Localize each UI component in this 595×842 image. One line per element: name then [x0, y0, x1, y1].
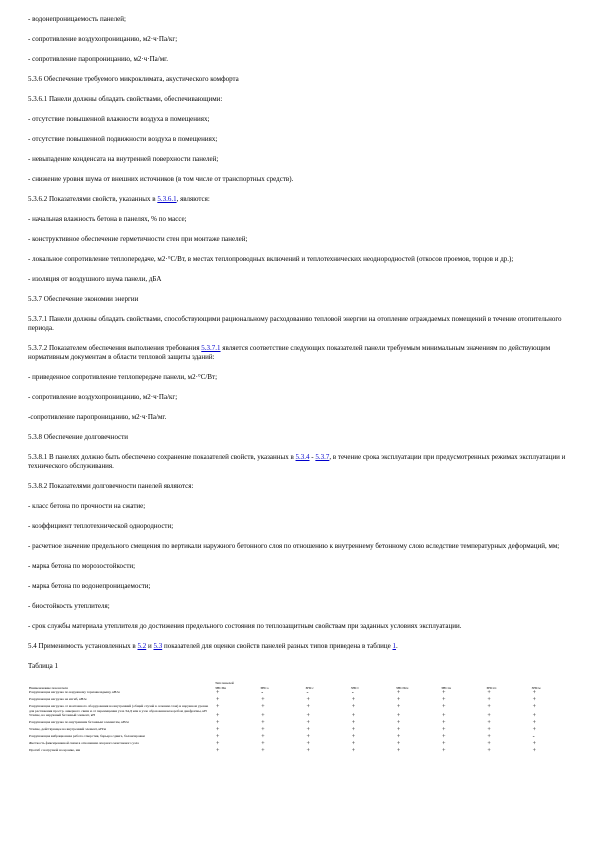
paragraph: - сопротивление паропроницанию, м2·ч·Па/мг.: [28, 55, 168, 63]
paragraph: - снижение уровня шума от внешних источников (в том числе от транспортных средств).: [28, 175, 294, 183]
table-cell-applicability: -: [261, 690, 264, 696]
paragraph: - изоляция от воздушного шума панели, дБА: [28, 275, 162, 283]
table-cell-applicability: +: [306, 704, 310, 710]
paragraph: 5.3.7 Обеспечение экономии энергии: [28, 295, 139, 303]
paragraph: - приведенное сопротивление теплопередаче панели, м2·°С/Вт;: [28, 373, 218, 381]
text-fragment: является соответствие следующих показателей панели требуемым минимальным значениям по действующим нормативным документам в области тепловой защиты зданий:: [28, 344, 551, 361]
table-cell-applicability: +: [351, 748, 356, 754]
table-cell-applicability: +: [351, 741, 356, 747]
column-group-header: Тип панелей: [214, 681, 234, 685]
paragraph: - отсутствие повышенной подвижности воздуха в помещениях;: [28, 135, 218, 143]
table-cell-applicability: +: [261, 704, 265, 710]
table-cell-applicability: +: [215, 690, 220, 696]
table-cell-applicability: +: [396, 720, 401, 726]
table-row: [28, 704, 576, 713]
table-cell-applicability: +: [487, 720, 491, 726]
column-header-panel-type: ЗНСо: [260, 685, 269, 690]
table-cell-applicability: +: [351, 734, 356, 740]
table-cell-applicability: +: [532, 697, 537, 703]
table-cell-applicability: +: [306, 734, 310, 740]
table-caption: Таблица 1: [28, 662, 58, 670]
table-cell-applicability: +: [261, 713, 265, 719]
paragraph: - локальное сопротивление теплопередаче, м2·°С/Вт, в местах теплопроводных включений и теплотехнических неоднородностей (откосов проемов, торцов и др.);: [28, 255, 514, 263]
paragraph: -сопротивление паропроницанию, м2·ч·Па/мг.: [28, 413, 167, 421]
cross-reference-link[interactable]: 5.3.4: [295, 453, 310, 461]
table-cell-applicability: +: [442, 734, 446, 740]
table-cell-applicability: +: [442, 690, 446, 696]
table-cell-applicability: +: [261, 727, 265, 733]
cross-reference-link[interactable]: 5.3.6.1: [157, 195, 177, 203]
table-cell-applicability: +: [442, 741, 446, 747]
paragraph: - невыпадение конденсата на внутренней поверхности панелей;: [28, 155, 219, 163]
paragraph: - коэффициент теплотехнической однородности;: [28, 522, 174, 530]
table-cell-applicability: +: [306, 741, 310, 747]
table-cell-applicability: +: [442, 713, 446, 719]
table-row: [28, 727, 576, 734]
table-cell-applicability: +: [487, 748, 491, 754]
column-header-panel-type: ЗНСПн: [214, 685, 227, 690]
table-row: [28, 741, 576, 748]
column-header-panel-type: ЗНСс: [305, 685, 314, 690]
paragraph: - конструктивное обеспечение герметичности стен при монтаже панелей;: [28, 235, 248, 243]
table-cell-applicability: +: [215, 741, 220, 747]
paragraph: - марка бетона по водонепроницаемости;: [28, 582, 151, 590]
table-cell-applicability: +: [532, 720, 537, 726]
paragraph: 5.3.6.1 Панели должны обладать свойствами, обеспечивающими:: [28, 95, 223, 103]
table-cell-applicability: +: [215, 727, 220, 733]
row-label: Разрушающая вибрационная работа отверстия, барьера сдвига, балансировки: [29, 734, 145, 738]
table-cell-applicability: +: [442, 720, 446, 726]
cross-reference-link[interactable]: 5.3: [153, 642, 163, 650]
row-label: Жесткость фиксированной связи в отношении опорного монтажного узла: [29, 741, 139, 745]
table-row: [28, 748, 576, 755]
table-cell-applicability: -: [351, 690, 354, 696]
paragraph: - водонепроницаемость панелей;: [28, 15, 126, 23]
paragraph: 5.3.7.1 Панели должны обладать свойствами, способствующими рациональному расходованию тепловой энергии на отопление ограждаемых помещений в течение отопительного периода.: [28, 315, 562, 332]
table-cell-applicability: +: [215, 713, 220, 719]
column-header-name: Наименование показателя: [29, 685, 68, 690]
table-cell-applicability: +: [261, 741, 265, 747]
table-cell-applicability: +: [442, 727, 446, 733]
text-fragment: показателей для оценки свойств панелей разных типов приведена в таблице: [162, 642, 393, 650]
table-cell-applicability: +: [351, 727, 356, 733]
table-cell-applicability: +: [306, 748, 310, 754]
paragraph: 5.3.6 Обеспечение требуемого микроклимата, акустического комфорта: [28, 75, 239, 83]
table-cell-applicability: +: [442, 704, 446, 710]
table-cell-applicability: +: [351, 720, 356, 726]
table-cell-applicability: +: [396, 748, 401, 754]
row-label: Разрушающая нагрузка на изгиб, кН/м: [29, 697, 87, 701]
table-cell-applicability: +: [396, 704, 401, 710]
table-cell-applicability: -: [306, 690, 309, 696]
table-cell-applicability: +: [532, 713, 537, 719]
table-cell-applicability: +: [396, 713, 401, 719]
table-cell-applicability: +: [442, 748, 446, 754]
table-cell-applicability: +: [487, 734, 491, 740]
table-cell-applicability: +: [261, 697, 265, 703]
text-fragment: 5.3.7.2 Показателем обеспечения выполнения требования: [28, 344, 202, 352]
paragraph-5-3-7-2: [28, 344, 576, 362]
paragraph-5-4: [28, 642, 576, 651]
cross-reference-link[interactable]: 5.3.7: [315, 453, 330, 461]
paragraph: - начальная влажность бетона в панелях, % по массе;: [28, 215, 187, 223]
column-header-panel-type: ЗНСгп: [486, 685, 497, 690]
text-fragment: , являются:: [176, 195, 210, 203]
document-body: [28, 15, 576, 755]
text-fragment: 5.3.8.1 В панелях должно быть обеспечено сохранение показателей свойств, указанных в: [28, 453, 296, 461]
table-cell-applicability: +: [215, 697, 220, 703]
table-cell-applicability: +: [215, 720, 220, 726]
row-label: Разрушающая нагрузка по наружному термовкладышу, кН/м: [29, 690, 120, 694]
table-row: [28, 734, 576, 741]
row-label: Усилие, на наружный бетонный элемент, кН: [29, 713, 95, 717]
table-cell-applicability: +: [532, 741, 537, 747]
table-cell-applicability: +: [532, 704, 537, 710]
paragraph: - сопротивление воздухопроницанию, м2·ч·Па/кг;: [28, 393, 178, 401]
table-cell-applicability: +: [532, 727, 537, 733]
table-cell-applicability: +: [396, 727, 401, 733]
paragraph-5-3-6-2: [28, 195, 576, 204]
table-cell-applicability: +: [396, 734, 401, 740]
table-row: [28, 690, 576, 697]
table-cell-applicability: +: [487, 690, 491, 696]
column-header-panel-type: ЗНСм: [531, 685, 541, 690]
table-cell-applicability: +: [487, 713, 491, 719]
paragraph: - биостойкость утеплителя;: [28, 602, 110, 610]
table-cell-applicability: +: [532, 690, 537, 696]
table-row: [28, 720, 576, 727]
table-cell-applicability: +: [215, 748, 220, 754]
column-header-panel-type: ЗНСт: [350, 685, 359, 690]
table-cell-applicability: +: [306, 727, 310, 733]
properties-table: [28, 681, 576, 755]
table-cell-applicability: +: [532, 748, 537, 754]
table-cell-applicability: +: [487, 741, 491, 747]
column-header-panel-type: ЗНСПгн: [395, 685, 409, 690]
table-cell-applicability: +: [306, 697, 310, 703]
table-cell-applicability: +: [396, 697, 401, 703]
table-cell-applicability: -: [532, 734, 535, 740]
text-fragment: и: [146, 642, 154, 650]
text-fragment: 5.3.6.2 Показателями свойств, указанных в: [28, 195, 158, 203]
row-label: Усилие, действующее на внутренний элемент, кН/м: [29, 727, 106, 731]
table-row: [28, 713, 576, 720]
table-cell-applicability: +: [487, 697, 491, 703]
table-cell-applicability: +: [396, 690, 401, 696]
paragraph: 5.3.8 Обеспечение долговечности: [28, 433, 129, 441]
row-label: Разрушающая нагрузка по внутренним бетонным элементам, кН/м: [29, 720, 129, 724]
cross-reference-link[interactable]: 5.3.7.1: [201, 344, 221, 352]
text-fragment: -: [309, 453, 316, 461]
table-cell-applicability: +: [487, 704, 491, 710]
paragraph: 5.3.8.2 Показателями долговечности панелей являются:: [28, 482, 194, 490]
paragraph-5-3-8-1: [28, 453, 576, 471]
table-cell-applicability: +: [215, 734, 220, 740]
paragraph: - марка бетона по морозостойкости;: [28, 562, 136, 570]
table-cell-applicability: +: [306, 720, 310, 726]
table-cell-applicability: +: [351, 704, 356, 710]
table-cell-applicability: +: [396, 741, 401, 747]
table-cell-applicability: +: [487, 727, 491, 733]
row-label: Прогиб с нагрузкой на кромке, мм: [29, 748, 81, 752]
table-row: [28, 697, 576, 704]
paragraph: - сопротивление воздухопроницанию, м2·ч·Па/кг;: [28, 35, 178, 43]
paragraph: - отсутствие повышенной влажности воздуха в помещениях;: [28, 115, 210, 123]
text-fragment: .: [395, 642, 398, 650]
table-cell-applicability: +: [351, 713, 356, 719]
table-cell-applicability: +: [215, 704, 220, 710]
table-cell-applicability: +: [261, 748, 265, 754]
table-cell-applicability: +: [351, 697, 356, 703]
paragraph: - срок службы материала утеплителя до достижения предельного состояния по теплозащитным свойствам при заданных условиях эксплуатации.: [28, 622, 462, 630]
cross-reference-link[interactable]: 5.2: [137, 642, 147, 650]
table-cell-applicability: +: [306, 713, 310, 719]
cross-reference-link[interactable]: 1: [392, 642, 396, 650]
column-header-panel-type: ЗНСгн: [441, 685, 452, 690]
text-fragment: , в течение срока эксплуатации при предусмотренных режимах эксплуатации и технического обслуживания.: [28, 453, 566, 470]
table-cell-applicability: +: [261, 720, 265, 726]
paragraph: - расчетное значение предельного смещения по вертикали наружного бетонного слоя по отношению к внутреннему бетонному слою вследствие температурных деформаций, мм;: [28, 542, 560, 550]
text-fragment: 5.4 Применимость установленных в: [28, 642, 138, 650]
paragraph: - класс бетона по прочности на сжатие;: [28, 502, 146, 510]
table-cell-applicability: +: [442, 697, 446, 703]
table-cell-applicability: +: [261, 734, 265, 740]
row-label: Разрушающая нагрузка от монтажного оборудования на внутренний (общий случай в сечении слоя) и наружном уровне для растяжения простр. анкерного связи и от перемещения узла ЗАД или в узле образованном коробом диафрагмы, кН: [29, 704, 209, 713]
